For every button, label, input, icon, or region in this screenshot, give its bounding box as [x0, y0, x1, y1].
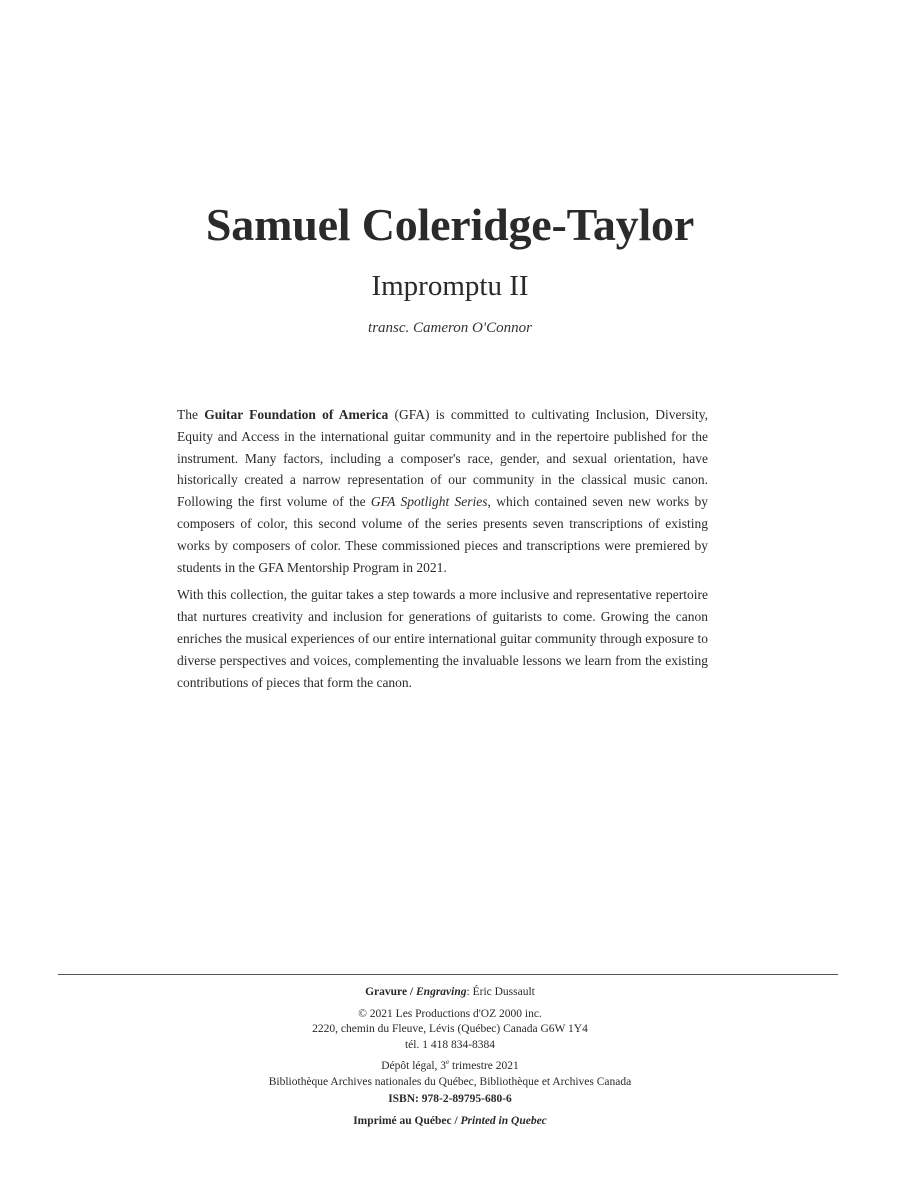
legal-deposit-line: [0, 1059, 900, 1075]
printed-fr: Imprimé au Québec /: [353, 1114, 461, 1127]
transcriber-credit: transc. Cameron O'Connor: [368, 320, 532, 336]
engraving-credit: [0, 985, 900, 1001]
colophon: [0, 985, 900, 1129]
printed-line: [0, 1114, 900, 1130]
intro-paragraph-1: [177, 404, 708, 578]
intro-paragraph-2: With this collection, the guitar takes a step towards a more inclusive and representative repertoire that nurtures creativity and inclusion for generations of guitarists to come. Growing the canon enriches the musical experiences of our entire international guitar community through exposure to diverse perspectives and voices, complementing the invaluable lessons we learn from the existing contributions of pieces that form the canon.: [177, 587, 708, 690]
intro-p1-part3: , which contained seven new works by composers of color, this second volume of the series presents seven transcriptions of existing works by composers of color. These commissioned pieces and transcriptions were premiered by students in the GFA Mentorship Program in 2021.: [177, 494, 708, 575]
piece-title: Impromptu II: [371, 270, 529, 302]
org-name: Guitar Foundation of America: [204, 407, 389, 422]
engraving-label-en: Engraving: [416, 986, 467, 998]
engraving-label-fr: Gravure /: [365, 986, 417, 998]
address-line: 2220, chemin du Fleuve, Lévis (Québec) Canada G6W 1Y4: [312, 1023, 588, 1035]
engraver-name: : Éric Dussault: [466, 986, 535, 998]
printed-en: Printed in Quebec: [460, 1114, 547, 1127]
isbn: ISBN: 978-2-89795-680-6: [388, 1093, 512, 1105]
series-name: GFA Spotlight Series: [370, 494, 488, 510]
composer-name: Samuel Coleridge-Taylor: [205, 199, 695, 250]
isbn-line: [0, 1092, 900, 1108]
legal-deposit-sup: e: [446, 1058, 450, 1067]
footer-divider: [58, 974, 838, 975]
legal-deposit-pre: Dépôt légal, 3: [381, 1060, 447, 1072]
intro-p1-part2: (GFA) is committed to cultivating Inclusion, Diversity, Equity and Access in the international guitar community and in the repertoire published for the instrument. Many factors, including a composer's race, gender, and sexual orientation, have historically created a narrow representation of our community in the classical music canon. Following the first volume of the: [177, 407, 708, 510]
intro-text: [177, 404, 708, 699]
phone-line: tél. 1 418 834-8384: [404, 1038, 496, 1051]
intro-p1-part1: The: [177, 407, 205, 422]
copyright-line: © 2021 Les Productions d'OZ 2000 inc.: [358, 1007, 542, 1020]
legal-deposit-post: trimestre 2021: [449, 1060, 519, 1072]
libraries-line: Bibliothèque Archives nationales du Québec, Bibliothèque et Archives Canada: [268, 1075, 632, 1088]
